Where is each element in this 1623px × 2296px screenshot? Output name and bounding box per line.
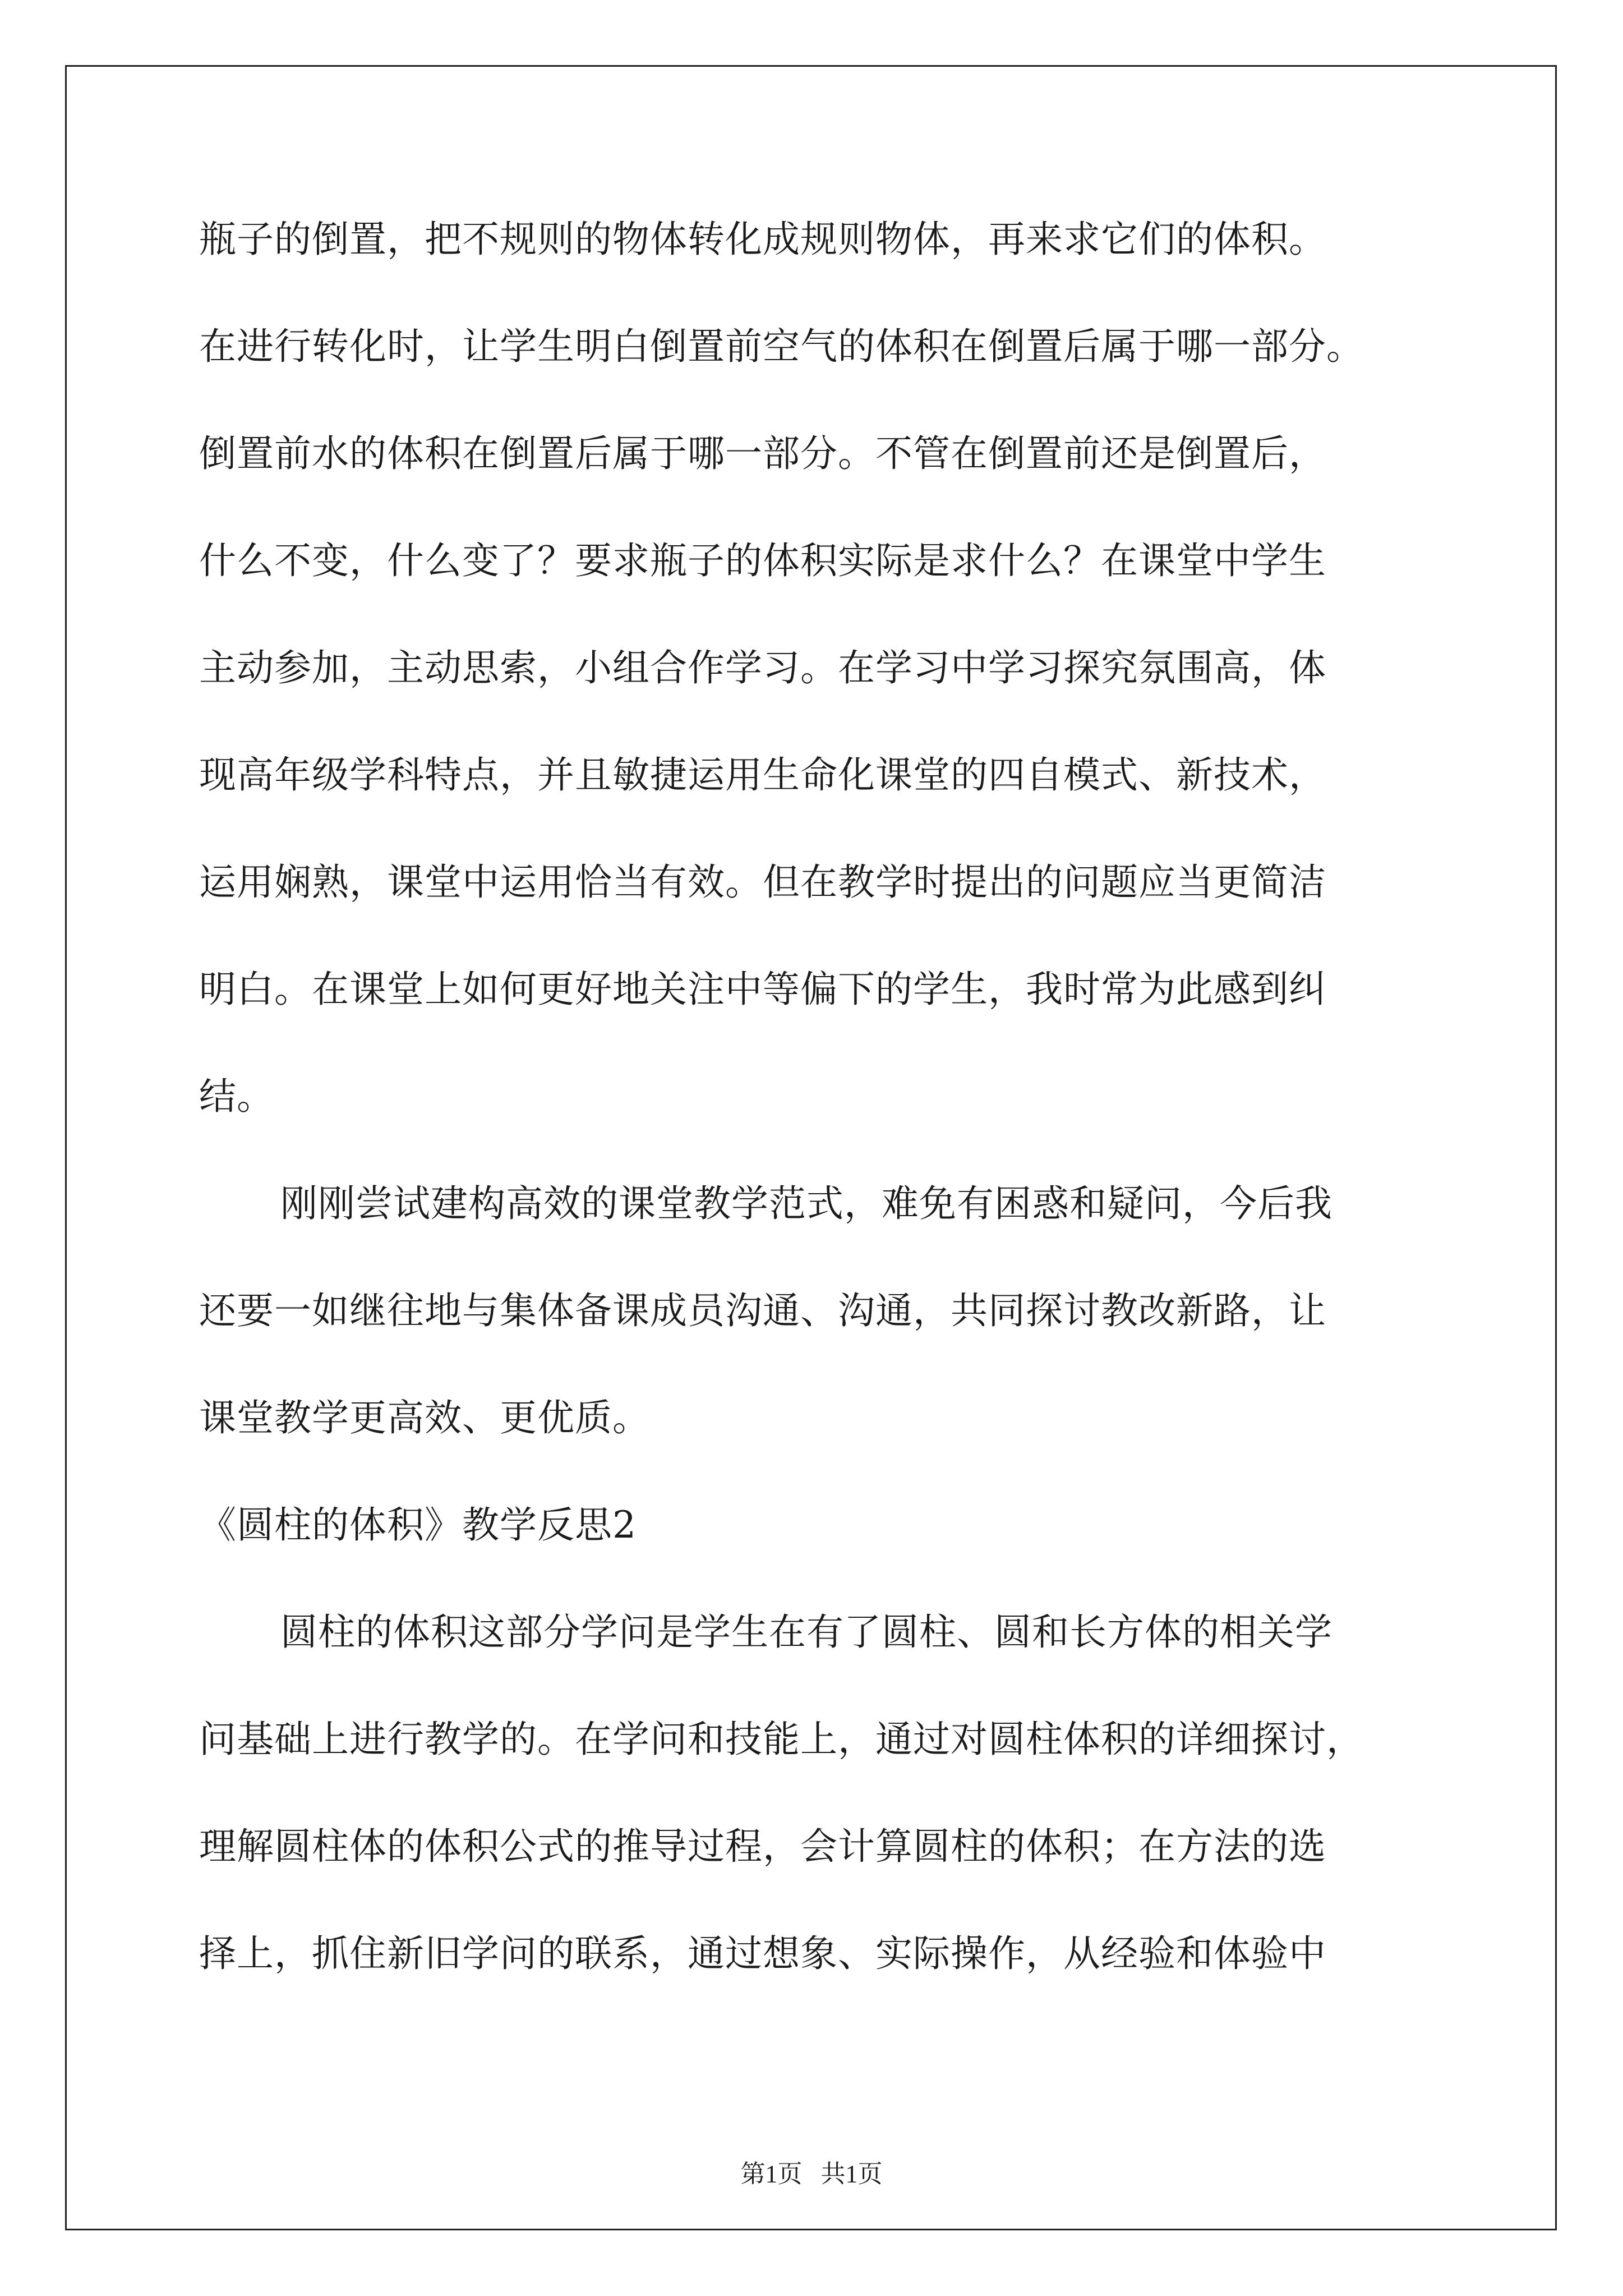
paragraph-3-line-2: 问基础上进行教学的。在学问和技能上，通过对圆柱体积的详细探讨， bbox=[199, 1718, 1364, 1761]
page-number-footer: 第1页 共1页 bbox=[740, 2160, 883, 2188]
paragraph-3-line-1: 圆柱的体积这部分学问是学生在有了圆柱、圆和长方体的相关学 bbox=[280, 1611, 1332, 1654]
text-line-5: 主动参加，主动思索，小组合作学习。在学习中学习探究氛围高，体 bbox=[199, 646, 1326, 689]
page-border bbox=[65, 65, 1557, 2230]
text-line-7: 运用娴熟，课堂中运用恰当有效。但在教学时提出的问题应当更简洁 bbox=[199, 861, 1326, 904]
text-line-1: 瓶子的倒置，把不规则的物体转化成规则物体，再来求它们的体积。 bbox=[199, 218, 1326, 261]
text-line-4: 什么不变，什么变了？要求瓶子的体积实际是求什么？在课堂中学生 bbox=[199, 539, 1326, 582]
text-line-9: 结。 bbox=[199, 1075, 274, 1118]
text-line-6: 现高年级学科特点，并且敏捷运用生命化课堂的四自模式、新技术， bbox=[199, 753, 1326, 797]
paragraph-3-line-4: 择上，抓住新旧学问的联系，通过想象、实际操作，从经验和体验中 bbox=[199, 1932, 1326, 1975]
paragraph-2-line-2: 还要一如继往地与集体备课成员沟通、沟通，共同探讨教改新路，让 bbox=[199, 1289, 1326, 1332]
text-line-2: 在进行转化时，让学生明白倒置前空气的体积在倒置后属于哪一部分。 bbox=[199, 325, 1364, 368]
paragraph-3-line-3: 理解圆柱体的体积公式的推导过程，会计算圆柱的体积；在方法的选 bbox=[199, 1825, 1326, 1868]
text-line-8: 明白。在课堂上如何更好地关注中等偏下的学生，我时常为此感到纠 bbox=[199, 968, 1326, 1011]
section-heading: 《圆柱的体积》教学反思2 bbox=[199, 1503, 637, 1547]
paragraph-2-line-1: 刚刚尝试建构高效的课堂教学范式，难免有困惑和疑问，今后我 bbox=[280, 1182, 1332, 1225]
paragraph-2-line-3: 课堂教学更高效、更优质。 bbox=[199, 1396, 650, 1439]
text-line-3: 倒置前水的体积在倒置后属于哪一部分。不管在倒置前还是倒置后， bbox=[199, 432, 1326, 475]
